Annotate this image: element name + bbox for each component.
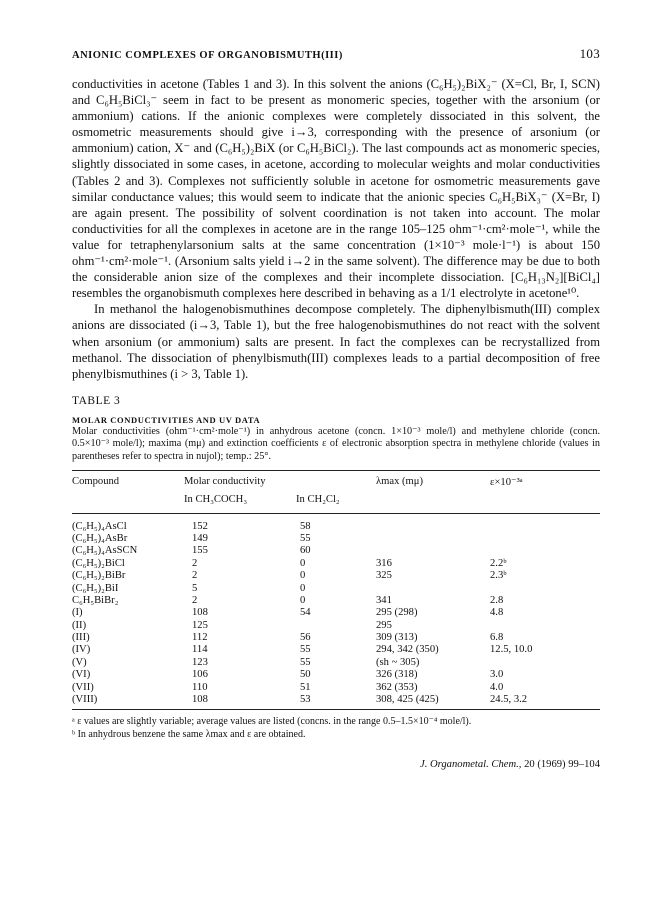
cell-ch2cl2: [296, 620, 376, 632]
table-row: [72, 669, 600, 681]
cell-acetone: 2: [192, 570, 198, 582]
cell-lambda-max: 294, 342 (350): [376, 644, 439, 656]
subheader-acetone: In CH₃COCH₃: [184, 493, 248, 505]
cell-epsilon: [486, 513, 600, 533]
cell-lambda-max: [376, 513, 486, 533]
cell-acetone: 108: [192, 694, 208, 706]
table-row: [72, 620, 600, 632]
cell-compound: (C₆H₅)₂BiCl: [72, 557, 125, 569]
header-molar-conductivity: Molar conductivity: [184, 476, 266, 488]
table-row: [72, 694, 600, 710]
journal-name: J. Organometal. Chem.,: [420, 759, 522, 771]
cell-ch2cl2: 50: [300, 669, 311, 681]
header-epsilon: ε×10⁻³ᵃ: [490, 476, 523, 488]
cell-lambda-max: 308, 425 (425): [376, 694, 439, 706]
cell-lambda-max: [376, 545, 486, 557]
cell-compound: (VII): [72, 681, 94, 693]
table-caption: Molar conductivities (ohm⁻¹·cm²·mole⁻¹) in anhydrous acetone (concn. 1×10⁻³ mole/l) and methylene chloride (concn. 0.5×10⁻³ mole/l); maxima (mμ) and extinction coefficients ε of electronic absorption spectra in methylene chloride (values in parentheses refer to spectra in nujol); temp.: 25°.: [72, 425, 600, 462]
table-row: [72, 682, 600, 694]
table-row: [72, 607, 600, 619]
cell-epsilon: 6.8: [490, 632, 504, 644]
cell-ch2cl2: 54: [300, 607, 311, 619]
table-header-row: [72, 470, 600, 491]
cell-epsilon: 2.2ᵇ: [490, 557, 507, 569]
table-row: [72, 583, 600, 595]
cell-compound: (I): [72, 607, 83, 619]
cell-acetone: 106: [192, 669, 208, 681]
cell-compound: C₆H₅BiBr₂: [72, 594, 119, 606]
cell-compound: (IV): [72, 644, 91, 656]
table-subheader-row: [72, 491, 600, 514]
cell-ch2cl2: 51: [300, 681, 311, 693]
cell-ch2cl2: 55: [300, 644, 311, 656]
paragraph-1: conductivities in acetone (Tables 1 and 3). In this solvent the anions (C₆H₅)₂BiX₂⁻ (X=Cl, Br, I, SCN) and C₆H₅BiCl₃⁻ seem in fact to be present as monomeric species, together with the arsonium (or ammonium) cations. If the anionic complexes were completely dissociated in this solvent, the osmometric measurements should give i→3, corresponding with the presence of arsonium (or ammonium) cation, X⁻ and (C₆H₅)₂BiX (or C₆H₅BiCl₂). The last compounds act as monomeric species, slightly dissociated in some cases, in acetone, according to molecular weights and molar conductivities (Tables 2 and 3). Complexes not sufficiently soluble in acetone for osmometric measurements gave similar conductance values; this would seem to indicate that the anionic species C₆H₅BiX₃⁻ (X=Br, I) are again present. The possibility of solvent coordination is not taken into account. The molar conductivities for all the complexes in acetone are in the range 105–125 ohm⁻¹·cm²·mole⁻¹, while the value for tetraphenylarsonium salts at the same concentration (1×10⁻³ mole·l⁻¹) is about 150 ohm⁻¹·cm²·mole⁻¹. (Arsonium salts yield i→2 in the same solvent). The difference may be due to both the considerable anion size of the complexes and their incomplete dissociation. [C₆H₁₃N₂][BiCl₄] resembles the organobismuth complexes here described in behaving as a 1/1 electrolyte in acetone¹⁰.: [72, 77, 600, 301]
cell-compound: (C₆H₅)₂BiI: [72, 582, 119, 594]
table-label: TABLE 3: [72, 394, 121, 407]
cell-compound: (VI): [72, 669, 91, 681]
header-compound: Compound: [72, 476, 120, 488]
paragraph-2: In methanol the halogenobismuthines decompose completely. The diphenylbismuth(III) complex anions are dissociated (i→3, Table 1), but the free halogenobismuthines do not react with the solvent when arsonium (or ammonium) salts are present. In fact the complexes can be recrystallized from methanol. The dissociation of phenylbismuth(III) complexes leads to a partial decomposition of free phenylbismuthines (i > 3, Table 1).: [72, 302, 600, 381]
cell-lambda-max: 295 (298): [376, 607, 418, 619]
cell-acetone: 110: [192, 681, 208, 693]
cell-ch2cl2: 58: [300, 520, 311, 532]
cell-acetone: 152: [192, 520, 208, 532]
cell-acetone: 149: [192, 532, 208, 544]
table-row: [72, 632, 600, 644]
table-row: [72, 545, 600, 557]
cell-ch2cl2: 60: [300, 545, 311, 557]
cell-lambda-max: 362 (353): [376, 681, 418, 693]
table-row: [72, 595, 600, 607]
cell-epsilon: 4.8: [490, 607, 504, 619]
cell-acetone: 123: [192, 656, 208, 668]
cell-lambda-max: [376, 533, 486, 545]
cell-compound: (C₆H₅)₄AsCl: [72, 520, 127, 532]
table-footnotes: [72, 716, 600, 741]
subheader-ch2cl2: In CH₂Cl₂: [296, 493, 340, 505]
header-lambda-max: λmax (mμ): [376, 476, 423, 488]
cell-ch2cl2: 55: [300, 532, 311, 544]
running-header: [72, 46, 600, 62]
cell-acetone: 155: [192, 545, 208, 557]
cell-lambda-max: 325: [376, 570, 392, 582]
table-row: [72, 570, 600, 582]
cell-compound: (C₆H₅)₄AsBr: [72, 532, 128, 544]
table-row: [72, 533, 600, 545]
journal-volume: 20 (1969) 99–104: [524, 759, 600, 771]
cell-acetone: 114: [192, 644, 208, 656]
cell-ch2cl2: 55: [300, 656, 311, 668]
cell-epsilon: 12.5, 10.0: [490, 644, 533, 656]
cell-acetone: 2: [192, 594, 198, 606]
cell-lambda-max: 295: [376, 619, 392, 631]
cell-ch2cl2: 0: [300, 570, 306, 582]
footnote-b: ᵇ In anhydrous benzene the same λmax and ε are obtained.: [72, 728, 306, 740]
page-number: 103: [579, 46, 600, 61]
cell-lambda-max: (sh ~ 305): [376, 656, 420, 668]
cell-epsilon: 2.8: [490, 594, 504, 606]
table-body: [72, 513, 600, 710]
cell-compound: (III): [72, 632, 90, 644]
cell-acetone: 108: [192, 607, 208, 619]
table-title: MOLAR CONDUCTIVITIES AND UV DATA: [72, 414, 261, 425]
cell-compound: (V): [72, 656, 87, 668]
body-text: [72, 76, 600, 382]
table-row: [72, 513, 600, 533]
cell-epsilon: [486, 657, 600, 669]
cell-compound: (VIII): [72, 694, 98, 706]
cell-epsilon: 3.0: [490, 669, 504, 681]
data-table: [72, 470, 600, 711]
footnote-a: ᵃ ε values are slightly variable; average values are listed (concns. in the range 0.5–1.5×10⁻⁴ mole/l).: [72, 716, 472, 728]
cell-lambda-max: 341: [376, 594, 392, 606]
cell-epsilon: 2.3ᵇ: [490, 570, 507, 582]
cell-epsilon: [486, 545, 600, 557]
cell-acetone: 125: [192, 619, 208, 631]
cell-acetone: 112: [192, 632, 208, 644]
cell-acetone: 2: [192, 557, 198, 569]
cell-epsilon: [486, 533, 600, 545]
running-title: ANIONIC COMPLEXES OF ORGANOBISMUTH(III): [72, 50, 343, 61]
cell-lambda-max: 326 (318): [376, 669, 418, 681]
cell-acetone: 5: [192, 582, 198, 594]
cell-lambda-max: 309 (313): [376, 632, 418, 644]
cell-lambda-max: 316: [376, 557, 392, 569]
cell-compound: (II): [72, 619, 87, 631]
cell-ch2cl2: 53: [300, 694, 311, 706]
cell-epsilon: 24.5, 3.2: [490, 694, 528, 706]
journal-citation: [420, 759, 600, 770]
table-row: [72, 558, 600, 570]
table-row: [72, 657, 600, 669]
cell-compound: (C₆H₅)₂BiBr: [72, 570, 126, 582]
cell-ch2cl2: 0: [300, 582, 306, 594]
cell-ch2cl2: 0: [300, 594, 306, 606]
table-row: [72, 644, 600, 656]
cell-epsilon: [486, 620, 600, 632]
cell-compound: (C₆H₅)₄AsSCN: [72, 545, 138, 557]
document-page: [72, 46, 600, 771]
cell-lambda-max: [376, 583, 486, 595]
cell-epsilon: [486, 583, 600, 595]
cell-ch2cl2: 56: [300, 632, 311, 644]
cell-ch2cl2: 0: [300, 557, 306, 569]
cell-epsilon: 4.0: [490, 681, 504, 693]
